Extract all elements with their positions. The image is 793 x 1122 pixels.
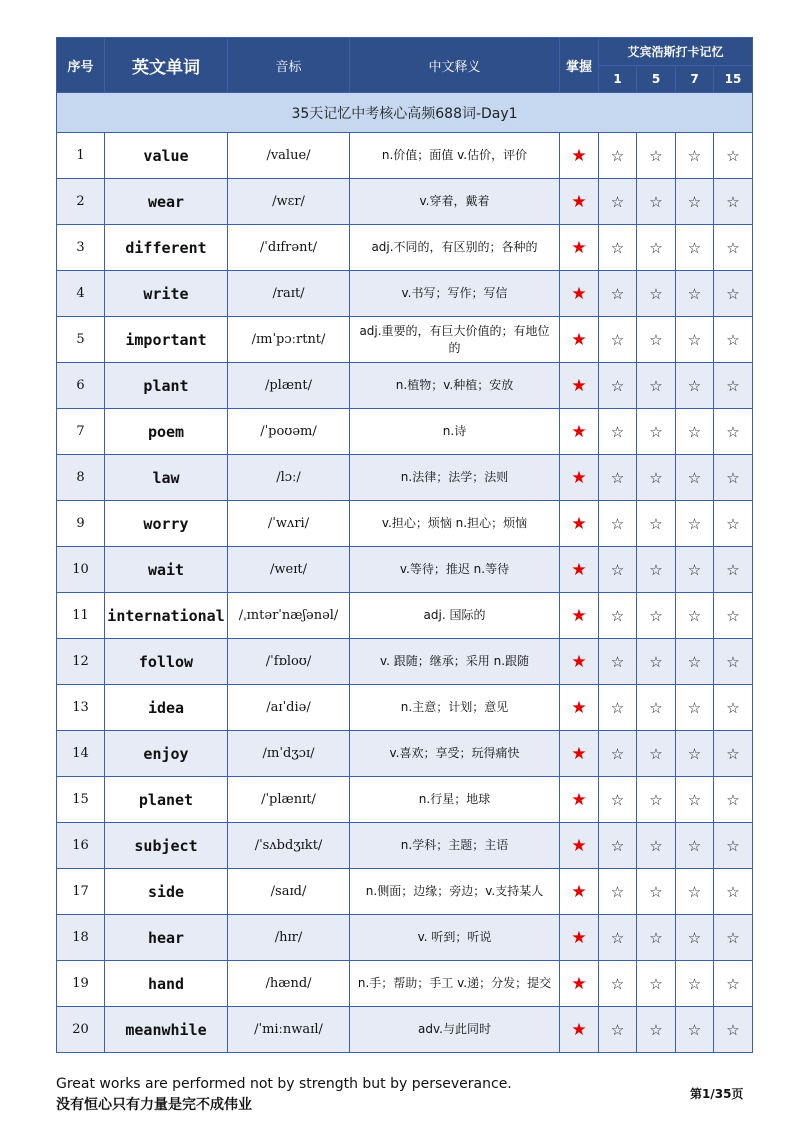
table-row (57, 501, 753, 547)
row-meaning: n.学科；主题；主语 (350, 823, 560, 869)
mastered-star[interactable]: ★ (560, 1007, 599, 1053)
row-word: meanwhile (105, 1007, 228, 1053)
header-review-day: 7 (676, 66, 714, 93)
row-meaning: n.手；帮助；手工 v.递；分发；提交 (350, 961, 560, 1007)
vocabulary-table (56, 37, 753, 1053)
review-star-day15[interactable]: ☆ (714, 777, 753, 823)
row-word: value (105, 133, 228, 179)
review-star-day1[interactable]: ☆ (599, 915, 637, 961)
row-meaning: n.植物；v.种植；安放 (350, 363, 560, 409)
row-number: 14 (57, 731, 105, 777)
review-star-day7[interactable]: ☆ (676, 731, 714, 777)
mastered-star[interactable]: ★ (560, 501, 599, 547)
review-star-day15[interactable]: ☆ (714, 915, 753, 961)
table-row (57, 777, 753, 823)
row-word: hand (105, 961, 228, 1007)
review-star-day1[interactable]: ☆ (599, 225, 637, 271)
review-star-day1[interactable]: ☆ (599, 271, 637, 317)
table-row (57, 133, 753, 179)
review-star-day15[interactable]: ☆ (714, 869, 753, 915)
mastered-star[interactable]: ★ (560, 455, 599, 501)
review-star-day1[interactable]: ☆ (599, 685, 637, 731)
review-star-day15[interactable]: ☆ (714, 823, 753, 869)
review-star-day5[interactable]: ☆ (637, 685, 676, 731)
review-star-day1[interactable]: ☆ (599, 409, 637, 455)
row-meaning: adv.与此同时 (350, 1007, 560, 1053)
row-word: wear (105, 179, 228, 225)
mastered-star[interactable]: ★ (560, 777, 599, 823)
review-star-day15[interactable]: ☆ (714, 1007, 753, 1053)
review-star-day15[interactable]: ☆ (714, 639, 753, 685)
review-star-day15[interactable]: ☆ (714, 593, 753, 639)
row-phonetic: /ˈplænɪt/ (228, 777, 350, 823)
review-star-day5[interactable]: ☆ (637, 547, 676, 593)
table-row (57, 961, 753, 1007)
row-word: different (105, 225, 228, 271)
row-meaning: adj. 国际的 (350, 593, 560, 639)
mastered-star[interactable]: ★ (560, 133, 599, 179)
row-meaning: v.喜欢；享受；玩得痛快 (350, 731, 560, 777)
row-meaning: n.侧面；边缘；旁边；v.支持某人 (350, 869, 560, 915)
review-star-day5[interactable]: ☆ (637, 179, 676, 225)
review-star-day5[interactable]: ☆ (637, 777, 676, 823)
row-meaning: v.书写；写作；写信 (350, 271, 560, 317)
row-phonetic: /hɪr/ (228, 915, 350, 961)
review-star-day7[interactable]: ☆ (676, 179, 714, 225)
mastered-star[interactable]: ★ (560, 869, 599, 915)
row-phonetic: /plænt/ (228, 363, 350, 409)
review-star-day1[interactable]: ☆ (599, 961, 637, 1007)
table-row (57, 869, 753, 915)
mastered-star[interactable]: ★ (560, 409, 599, 455)
row-number: 12 (57, 639, 105, 685)
table-row (57, 455, 753, 501)
review-star-day15[interactable]: ☆ (714, 547, 753, 593)
row-number: 4 (57, 271, 105, 317)
review-star-day5[interactable]: ☆ (637, 639, 676, 685)
row-phonetic: /aɪˈdiə/ (228, 685, 350, 731)
review-star-day7[interactable]: ☆ (676, 685, 714, 731)
row-number: 13 (57, 685, 105, 731)
row-number: 5 (57, 317, 105, 363)
row-number: 19 (57, 961, 105, 1007)
review-star-day15[interactable]: ☆ (714, 731, 753, 777)
review-star-day15[interactable]: ☆ (714, 455, 753, 501)
review-star-day15[interactable]: ☆ (714, 685, 753, 731)
review-star-day15[interactable]: ☆ (714, 225, 753, 271)
row-phonetic: /ˈmiːnwaɪl/ (228, 1007, 350, 1053)
row-word: worry (105, 501, 228, 547)
review-star-day7[interactable]: ☆ (676, 961, 714, 1007)
row-word: international (105, 593, 228, 639)
review-star-day1[interactable]: ☆ (599, 547, 637, 593)
review-star-day7[interactable]: ☆ (676, 915, 714, 961)
header-review-day: 15 (714, 66, 753, 93)
header-phonetic: 音标 (228, 38, 350, 93)
review-star-day1[interactable]: ☆ (599, 133, 637, 179)
row-meaning: v.穿着，戴着 (350, 179, 560, 225)
review-star-day15[interactable]: ☆ (714, 271, 753, 317)
row-phonetic: /saɪd/ (228, 869, 350, 915)
review-star-day5[interactable]: ☆ (637, 731, 676, 777)
mastered-star[interactable]: ★ (560, 639, 599, 685)
mastered-star[interactable]: ★ (560, 961, 599, 1007)
review-star-day7[interactable]: ☆ (676, 639, 714, 685)
review-star-day5[interactable]: ☆ (637, 915, 676, 961)
row-meaning: v.等待；推迟 n.等待 (350, 547, 560, 593)
row-number: 9 (57, 501, 105, 547)
review-star-day7[interactable]: ☆ (676, 593, 714, 639)
mastered-star[interactable]: ★ (560, 547, 599, 593)
review-star-day1[interactable]: ☆ (599, 639, 637, 685)
row-phonetic: /weɪt/ (228, 547, 350, 593)
row-word: wait (105, 547, 228, 593)
mastered-star[interactable]: ★ (560, 823, 599, 869)
row-word: subject (105, 823, 228, 869)
review-star-day5[interactable]: ☆ (637, 593, 676, 639)
review-star-day7[interactable]: ☆ (676, 225, 714, 271)
review-star-day1[interactable]: ☆ (599, 731, 637, 777)
review-star-day7[interactable]: ☆ (676, 455, 714, 501)
mastered-star[interactable]: ★ (560, 363, 599, 409)
mastered-star[interactable]: ★ (560, 685, 599, 731)
review-star-day1[interactable]: ☆ (599, 777, 637, 823)
row-word: planet (105, 777, 228, 823)
row-number: 8 (57, 455, 105, 501)
header-master: 掌握 (560, 38, 599, 93)
row-word: poem (105, 409, 228, 455)
row-meaning: n.诗 (350, 409, 560, 455)
page-number: 第1/35页 (690, 1087, 744, 1101)
row-number: 11 (57, 593, 105, 639)
header-review-day: 1 (599, 66, 637, 93)
row-number: 6 (57, 363, 105, 409)
header-meaning: 中文释义 (350, 38, 560, 93)
row-phonetic: /ˈsʌbdʒɪkt/ (228, 823, 350, 869)
header-review-day: 5 (637, 66, 676, 93)
table-row (57, 593, 753, 639)
review-star-day7[interactable]: ☆ (676, 823, 714, 869)
row-number: 18 (57, 915, 105, 961)
review-star-day5[interactable]: ☆ (637, 501, 676, 547)
review-star-day1[interactable]: ☆ (599, 593, 637, 639)
row-meaning: v. 跟随；继承；采用 n.跟随 (350, 639, 560, 685)
table-row (57, 225, 753, 271)
table-row (57, 317, 753, 363)
mastered-star[interactable]: ★ (560, 593, 599, 639)
header-word: 英文单词 (105, 38, 228, 93)
row-meaning: adj.不同的，有区别的；各种的 (350, 225, 560, 271)
review-star-day1[interactable]: ☆ (599, 179, 637, 225)
review-star-day5[interactable]: ☆ (637, 133, 676, 179)
row-meaning: v.担心；烦恼 n.担心；烦恼 (350, 501, 560, 547)
footer-quote-en: Great works are performed not by strength but by perseverance. (56, 1076, 512, 1092)
row-number: 15 (57, 777, 105, 823)
review-star-day7[interactable]: ☆ (676, 869, 714, 915)
row-number: 3 (57, 225, 105, 271)
table-row (57, 915, 753, 961)
row-number: 7 (57, 409, 105, 455)
row-word: write (105, 271, 228, 317)
row-number: 17 (57, 869, 105, 915)
row-number: 1 (57, 133, 105, 179)
mastered-star[interactable]: ★ (560, 179, 599, 225)
review-star-day7[interactable]: ☆ (676, 501, 714, 547)
row-number: 16 (57, 823, 105, 869)
review-star-day1[interactable]: ☆ (599, 823, 637, 869)
review-star-day15[interactable]: ☆ (714, 133, 753, 179)
mastered-star[interactable]: ★ (560, 225, 599, 271)
review-star-day15[interactable]: ☆ (714, 501, 753, 547)
row-meaning: n.价值；面值 v.估价，评价 (350, 133, 560, 179)
row-number: 20 (57, 1007, 105, 1053)
review-star-day7[interactable]: ☆ (676, 133, 714, 179)
row-phonetic: /hænd/ (228, 961, 350, 1007)
review-star-day5[interactable]: ☆ (637, 961, 676, 1007)
review-star-day5[interactable]: ☆ (637, 225, 676, 271)
review-star-day1[interactable]: ☆ (599, 869, 637, 915)
vocabulary-sheet (56, 37, 752, 1053)
table-row (57, 823, 753, 869)
table-row (57, 179, 753, 225)
review-star-day5[interactable]: ☆ (637, 271, 676, 317)
header-review: 艾宾浩斯打卡记忆 (599, 38, 753, 66)
row-word: follow (105, 639, 228, 685)
row-word: idea (105, 685, 228, 731)
review-star-day15[interactable]: ☆ (714, 363, 753, 409)
row-phonetic: /ɪmˈpɔːrtnt/ (228, 317, 350, 363)
review-star-day1[interactable]: ☆ (599, 501, 637, 547)
review-star-day7[interactable]: ☆ (676, 317, 714, 363)
table-row (57, 547, 753, 593)
row-word: important (105, 317, 228, 363)
review-star-day15[interactable]: ☆ (714, 961, 753, 1007)
footer-quote-cn: 没有恒心只有力量是完不成伟业 (56, 1097, 252, 1113)
review-star-day5[interactable]: ☆ (637, 823, 676, 869)
review-star-day1[interactable]: ☆ (599, 317, 637, 363)
row-word: plant (105, 363, 228, 409)
review-star-day5[interactable]: ☆ (637, 363, 676, 409)
review-star-day5[interactable]: ☆ (637, 455, 676, 501)
header-no: 序号 (57, 38, 105, 93)
row-meaning: v. 听到；听说 (350, 915, 560, 961)
row-phonetic: /value/ (228, 133, 350, 179)
review-star-day7[interactable]: ☆ (676, 409, 714, 455)
row-phonetic: /ˈpoʊəm/ (228, 409, 350, 455)
day-banner: 35天记忆中考核心高频688词-Day1 (57, 93, 753, 133)
review-star-day5[interactable]: ☆ (637, 1007, 676, 1053)
row-number: 2 (57, 179, 105, 225)
row-phonetic: /ˌɪntərˈnæʃənəl/ (228, 593, 350, 639)
mastered-star[interactable]: ★ (560, 915, 599, 961)
table-row (57, 271, 753, 317)
row-word: hear (105, 915, 228, 961)
review-star-day7[interactable]: ☆ (676, 271, 714, 317)
row-phonetic: /ˈwʌri/ (228, 501, 350, 547)
table-row (57, 639, 753, 685)
table-row (57, 685, 753, 731)
row-word: law (105, 455, 228, 501)
row-phonetic: /ɪnˈdʒɔɪ/ (228, 731, 350, 777)
review-star-day15[interactable]: ☆ (714, 179, 753, 225)
row-meaning: n.主意；计划；意见 (350, 685, 560, 731)
table-row (57, 409, 753, 455)
review-star-day5[interactable]: ☆ (637, 317, 676, 363)
review-star-day5[interactable]: ☆ (637, 869, 676, 915)
table-row (57, 363, 753, 409)
review-star-day1[interactable]: ☆ (599, 455, 637, 501)
mastered-star[interactable]: ★ (560, 271, 599, 317)
row-phonetic: /ˈfɒloʊ/ (228, 639, 350, 685)
row-phonetic: /raɪt/ (228, 271, 350, 317)
review-star-day15[interactable]: ☆ (714, 317, 753, 363)
mastered-star[interactable]: ★ (560, 317, 599, 363)
review-star-day7[interactable]: ☆ (676, 547, 714, 593)
review-star-day7[interactable]: ☆ (676, 777, 714, 823)
row-phonetic: /lɔː/ (228, 455, 350, 501)
review-star-day1[interactable]: ☆ (599, 363, 637, 409)
row-word: side (105, 869, 228, 915)
review-star-day7[interactable]: ☆ (676, 363, 714, 409)
table-header (57, 38, 753, 93)
review-star-day1[interactable]: ☆ (599, 1007, 637, 1053)
table-row (57, 731, 753, 777)
table-row (57, 1007, 753, 1053)
row-meaning: n.行星；地球 (350, 777, 560, 823)
row-phonetic: /ˈdɪfrənt/ (228, 225, 350, 271)
word-rows (57, 133, 753, 1053)
review-star-day7[interactable]: ☆ (676, 1007, 714, 1053)
row-number: 10 (57, 547, 105, 593)
review-star-day15[interactable]: ☆ (714, 409, 753, 455)
row-meaning: adj.重要的，有巨大价值的；有地位的 (350, 317, 560, 363)
row-word: enjoy (105, 731, 228, 777)
review-star-day5[interactable]: ☆ (637, 409, 676, 455)
row-phonetic: /wɛr/ (228, 179, 350, 225)
mastered-star[interactable]: ★ (560, 731, 599, 777)
row-meaning: n.法律；法学；法则 (350, 455, 560, 501)
